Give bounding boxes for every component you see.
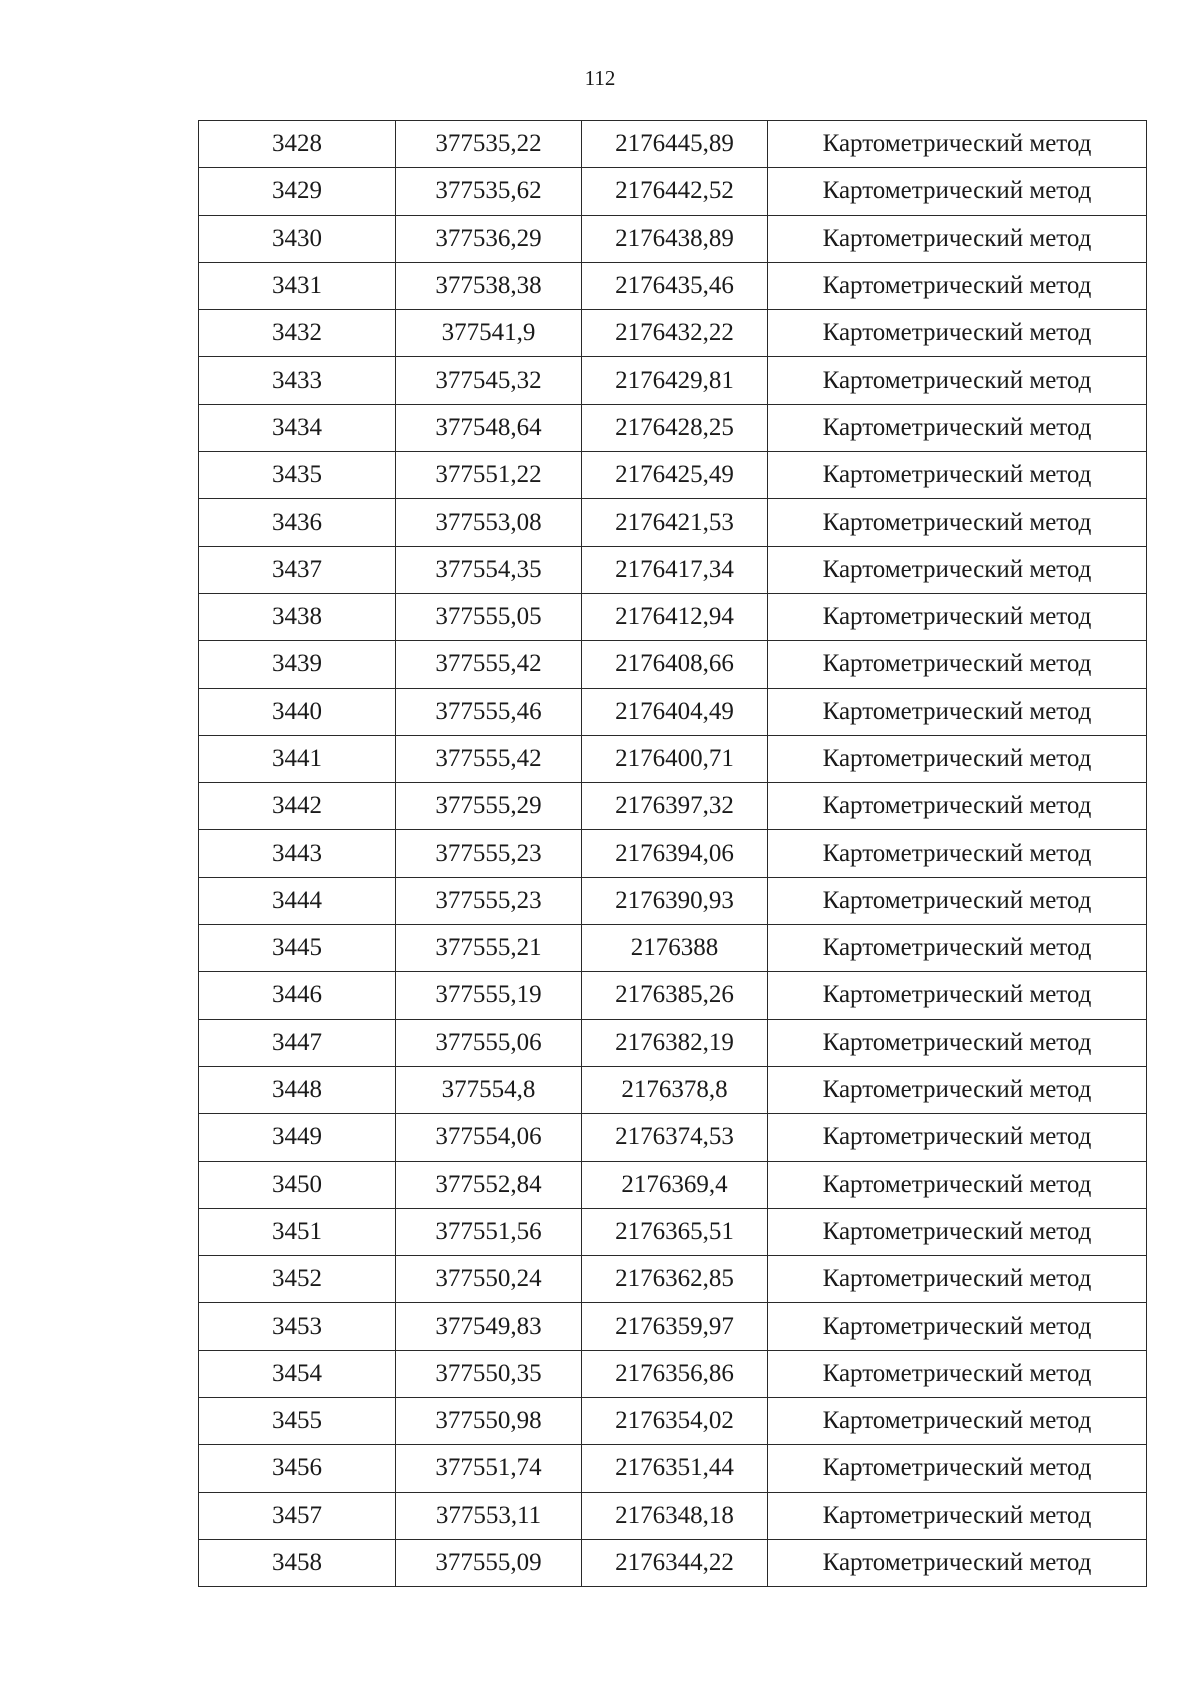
point-number-cell: 3431 [199, 262, 396, 309]
table-row [199, 357, 1147, 404]
point-number-cell: 3449 [199, 1114, 396, 1161]
point-number-cell: 3443 [199, 830, 396, 877]
table-row [199, 1161, 1147, 1208]
table-row [199, 1398, 1147, 1445]
x-coordinate-cell: 377554,8 [396, 1066, 582, 1113]
table-row [199, 1208, 1147, 1255]
x-coordinate-cell: 377552,84 [396, 1161, 582, 1208]
method-cell: Картометрический метод [768, 1350, 1147, 1397]
y-coordinate-cell: 2176382,19 [582, 1019, 768, 1066]
x-coordinate-cell: 377535,22 [396, 121, 582, 168]
method-cell: Картометрический метод [768, 310, 1147, 357]
table-row [199, 593, 1147, 640]
point-number-cell: 3446 [199, 972, 396, 1019]
point-number-cell: 3435 [199, 452, 396, 499]
table-row [199, 830, 1147, 877]
x-coordinate-cell: 377555,09 [396, 1539, 582, 1586]
method-cell: Картометрический метод [768, 262, 1147, 309]
x-coordinate-cell: 377553,08 [396, 499, 582, 546]
method-cell: Картометрический метод [768, 925, 1147, 972]
y-coordinate-cell: 2176445,89 [582, 121, 768, 168]
table-row [199, 262, 1147, 309]
y-coordinate-cell: 2176356,86 [582, 1350, 768, 1397]
y-coordinate-cell: 2176412,94 [582, 593, 768, 640]
table-row [199, 1445, 1147, 1492]
y-coordinate-cell: 2176374,53 [582, 1114, 768, 1161]
point-number-cell: 3440 [199, 688, 396, 735]
y-coordinate-cell: 2176432,22 [582, 310, 768, 357]
table-row [199, 1350, 1147, 1397]
method-cell: Картометрический метод [768, 1161, 1147, 1208]
point-number-cell: 3428 [199, 121, 396, 168]
y-coordinate-cell: 2176359,97 [582, 1303, 768, 1350]
x-coordinate-cell: 377555,29 [396, 783, 582, 830]
point-number-cell: 3457 [199, 1492, 396, 1539]
method-cell: Картометрический метод [768, 641, 1147, 688]
method-cell: Картометрический метод [768, 1066, 1147, 1113]
y-coordinate-cell: 2176425,49 [582, 452, 768, 499]
table-row [199, 972, 1147, 1019]
y-coordinate-cell: 2176421,53 [582, 499, 768, 546]
y-coordinate-cell: 2176394,06 [582, 830, 768, 877]
x-coordinate-cell: 377551,22 [396, 452, 582, 499]
x-coordinate-cell: 377555,23 [396, 830, 582, 877]
point-number-cell: 3445 [199, 925, 396, 972]
table-row [199, 499, 1147, 546]
method-cell: Картометрический метод [768, 972, 1147, 1019]
table-row [199, 404, 1147, 451]
method-cell: Картометрический метод [768, 830, 1147, 877]
coordinates-table-body [199, 121, 1147, 1587]
method-cell: Картометрический метод [768, 688, 1147, 735]
y-coordinate-cell: 2176397,32 [582, 783, 768, 830]
method-cell: Картометрический метод [768, 783, 1147, 830]
point-number-cell: 3441 [199, 735, 396, 782]
table-row [199, 877, 1147, 924]
x-coordinate-cell: 377549,83 [396, 1303, 582, 1350]
y-coordinate-cell: 2176385,26 [582, 972, 768, 1019]
x-coordinate-cell: 377550,24 [396, 1256, 582, 1303]
x-coordinate-cell: 377535,62 [396, 168, 582, 215]
page-number: 112 [584, 66, 616, 90]
table-row [199, 452, 1147, 499]
x-coordinate-cell: 377553,11 [396, 1492, 582, 1539]
x-coordinate-cell: 377550,98 [396, 1398, 582, 1445]
y-coordinate-cell: 2176344,22 [582, 1539, 768, 1586]
table-row [199, 735, 1147, 782]
method-cell: Картометрический метод [768, 168, 1147, 215]
method-cell: Картометрический метод [768, 1445, 1147, 1492]
table-row [199, 1539, 1147, 1586]
y-coordinate-cell: 2176429,81 [582, 357, 768, 404]
method-cell: Картометрический метод [768, 1539, 1147, 1586]
x-coordinate-cell: 377555,05 [396, 593, 582, 640]
y-coordinate-cell: 2176442,52 [582, 168, 768, 215]
x-coordinate-cell: 377555,21 [396, 925, 582, 972]
y-coordinate-cell: 2176428,25 [582, 404, 768, 451]
table-row [199, 641, 1147, 688]
x-coordinate-cell: 377554,35 [396, 546, 582, 593]
table-row [199, 121, 1147, 168]
method-cell: Картометрический метод [768, 735, 1147, 782]
table-row [199, 1066, 1147, 1113]
x-coordinate-cell: 377550,35 [396, 1350, 582, 1397]
method-cell: Картометрический метод [768, 215, 1147, 262]
y-coordinate-cell: 2176365,51 [582, 1208, 768, 1255]
y-coordinate-cell: 2176417,34 [582, 546, 768, 593]
method-cell: Картометрический метод [768, 404, 1147, 451]
x-coordinate-cell: 377555,19 [396, 972, 582, 1019]
table-row [199, 1114, 1147, 1161]
x-coordinate-cell: 377551,74 [396, 1445, 582, 1492]
method-cell: Картометрический метод [768, 1398, 1147, 1445]
y-coordinate-cell: 2176400,71 [582, 735, 768, 782]
method-cell: Картометрический метод [768, 1208, 1147, 1255]
point-number-cell: 3455 [199, 1398, 396, 1445]
method-cell: Картометрический метод [768, 1114, 1147, 1161]
point-number-cell: 3430 [199, 215, 396, 262]
point-number-cell: 3439 [199, 641, 396, 688]
method-cell: Картометрический метод [768, 546, 1147, 593]
table-row [199, 546, 1147, 593]
method-cell: Картометрический метод [768, 357, 1147, 404]
point-number-cell: 3447 [199, 1019, 396, 1066]
point-number-cell: 3432 [199, 310, 396, 357]
method-cell: Картометрический метод [768, 1492, 1147, 1539]
x-coordinate-cell: 377541,9 [396, 310, 582, 357]
point-number-cell: 3456 [199, 1445, 396, 1492]
table-row [199, 168, 1147, 215]
point-number-cell: 3437 [199, 546, 396, 593]
point-number-cell: 3438 [199, 593, 396, 640]
method-cell: Картометрический метод [768, 499, 1147, 546]
x-coordinate-cell: 377551,56 [396, 1208, 582, 1255]
point-number-cell: 3452 [199, 1256, 396, 1303]
point-number-cell: 3453 [199, 1303, 396, 1350]
table-row [199, 1492, 1147, 1539]
y-coordinate-cell: 2176369,4 [582, 1161, 768, 1208]
x-coordinate-cell: 377555,06 [396, 1019, 582, 1066]
table-row [199, 783, 1147, 830]
point-number-cell: 3436 [199, 499, 396, 546]
method-cell: Картометрический метод [768, 452, 1147, 499]
y-coordinate-cell: 2176404,49 [582, 688, 768, 735]
y-coordinate-cell: 2176362,85 [582, 1256, 768, 1303]
method-cell: Картометрический метод [768, 1303, 1147, 1350]
table-row [199, 310, 1147, 357]
point-number-cell: 3450 [199, 1161, 396, 1208]
x-coordinate-cell: 377554,06 [396, 1114, 582, 1161]
method-cell: Картометрический метод [768, 1256, 1147, 1303]
table-row [199, 925, 1147, 972]
x-coordinate-cell: 377538,38 [396, 262, 582, 309]
point-number-cell: 3433 [199, 357, 396, 404]
x-coordinate-cell: 377555,23 [396, 877, 582, 924]
point-number-cell: 3434 [199, 404, 396, 451]
x-coordinate-cell: 377545,32 [396, 357, 582, 404]
method-cell: Картометрический метод [768, 877, 1147, 924]
y-coordinate-cell: 2176408,66 [582, 641, 768, 688]
y-coordinate-cell: 2176388 [582, 925, 768, 972]
point-number-cell: 3442 [199, 783, 396, 830]
y-coordinate-cell: 2176438,89 [582, 215, 768, 262]
y-coordinate-cell: 2176354,02 [582, 1398, 768, 1445]
point-number-cell: 3458 [199, 1539, 396, 1586]
table-row [199, 1303, 1147, 1350]
x-coordinate-cell: 377555,46 [396, 688, 582, 735]
x-coordinate-cell: 377555,42 [396, 735, 582, 782]
y-coordinate-cell: 2176378,8 [582, 1066, 768, 1113]
point-number-cell: 3444 [199, 877, 396, 924]
y-coordinate-cell: 2176348,18 [582, 1492, 768, 1539]
method-cell: Картометрический метод [768, 593, 1147, 640]
point-number-cell: 3429 [199, 168, 396, 215]
table-row [199, 688, 1147, 735]
y-coordinate-cell: 2176390,93 [582, 877, 768, 924]
table-row [199, 215, 1147, 262]
table-row [199, 1019, 1147, 1066]
point-number-cell: 3448 [199, 1066, 396, 1113]
x-coordinate-cell: 377536,29 [396, 215, 582, 262]
point-number-cell: 3454 [199, 1350, 396, 1397]
x-coordinate-cell: 377555,42 [396, 641, 582, 688]
table-row [199, 1256, 1147, 1303]
y-coordinate-cell: 2176351,44 [582, 1445, 768, 1492]
method-cell: Картометрический метод [768, 121, 1147, 168]
y-coordinate-cell: 2176435,46 [582, 262, 768, 309]
coordinates-table [198, 120, 1147, 1587]
method-cell: Картометрический метод [768, 1019, 1147, 1066]
point-number-cell: 3451 [199, 1208, 396, 1255]
x-coordinate-cell: 377548,64 [396, 404, 582, 451]
